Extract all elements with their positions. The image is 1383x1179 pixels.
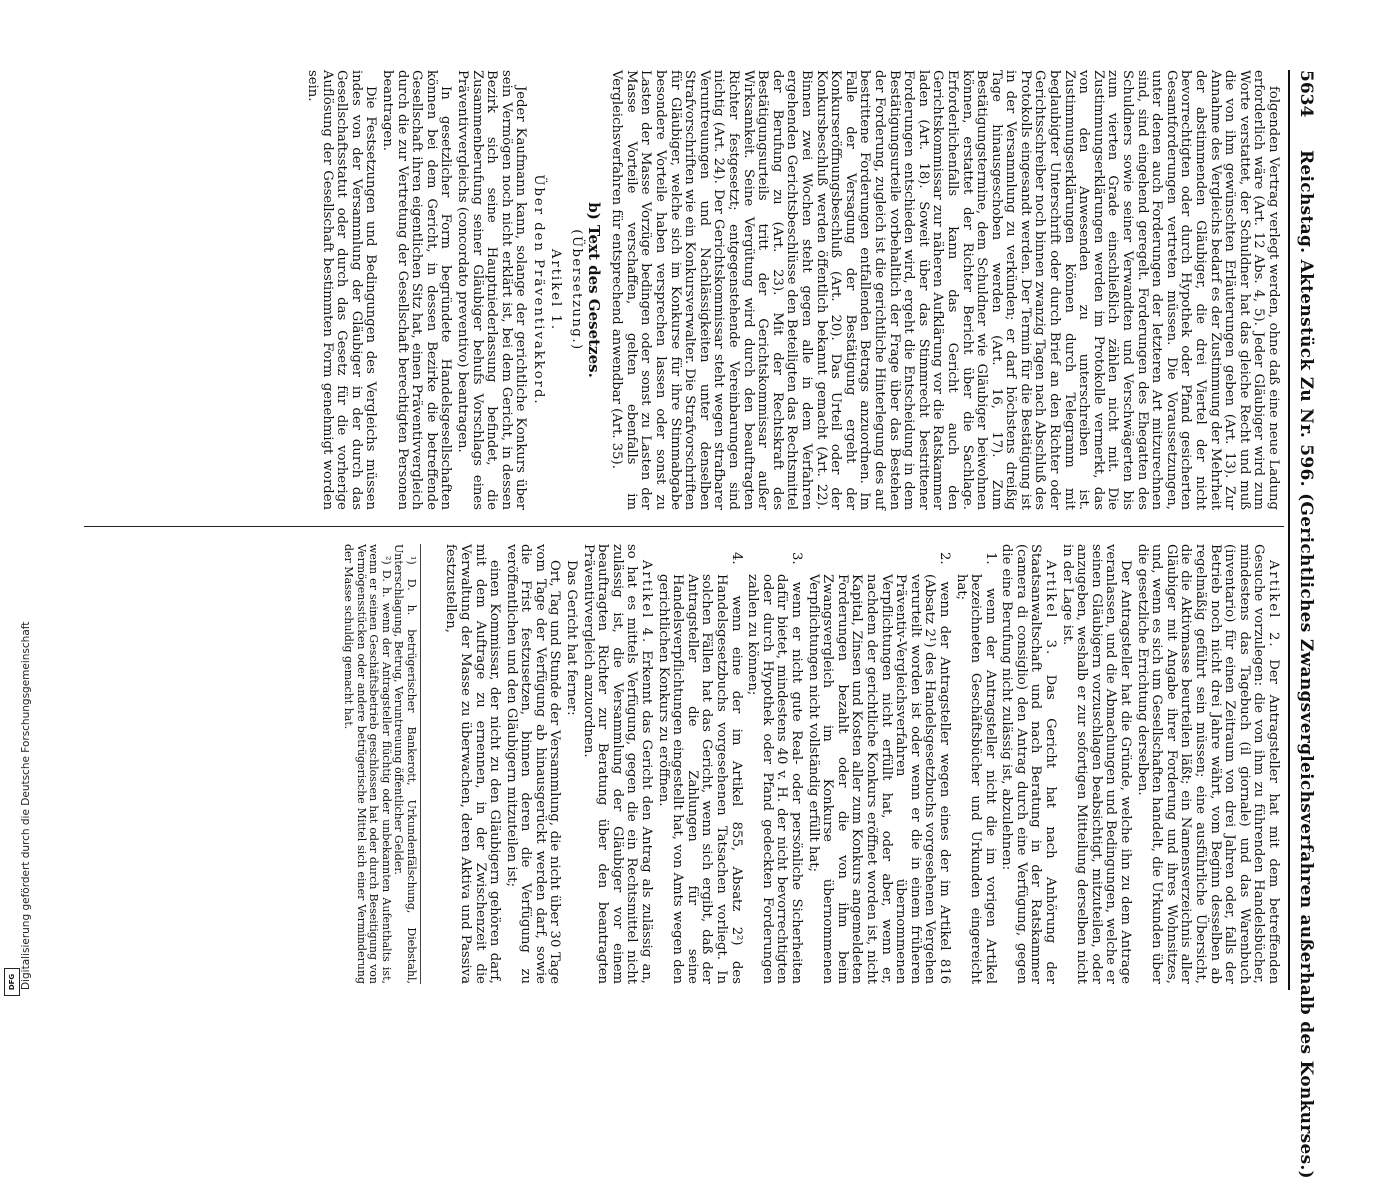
page-title: Reichstag. Aktenstück Zu Nr. 596. (Gerichtliches Zwangsvergleichsverfahren außerhalb des Konkurses.) bbox=[1296, 150, 1316, 1179]
rotated-page bbox=[80, 70, 1320, 1179]
list-number: 4. bbox=[728, 552, 744, 565]
running-head bbox=[1288, 70, 1320, 1179]
left-column bbox=[302, 70, 1280, 510]
list-item bbox=[953, 544, 997, 984]
paragraph: In gesetzlicher Form begründete Handelsgesellschaften können bei dem Gericht, in dessen Bezirke die betreffende Gesellschaft ihren eigentlichen Sitz hat, einen Präventivvergleich durch die zur Vertretung der Gesellschaft berechtigten Personen beantragen. bbox=[379, 70, 454, 510]
paragraph: einen Kommissar, der nicht zu den Gläubigern gehören darf, mit dem Auftrage zu ernennen, in der Zwischenzeit die Verwaltung der Masse zu überwachen, deren Aktiva und Passiva festzustellen, bbox=[443, 544, 503, 984]
list-text: wenn der Antragsteller wegen eines der im Artikel 816 (Absatz 2¹) des Handelsgesetzbuchs vorgesehenen Vergehen verurteilt worden ist oder wenn er die in einem früheren Präventiv-Vergleichsverfahren übernommenen Verpflichtungen nicht erfüllt hat, oder aber, wenn er, nachdem der gerichtliche Konkurs eröffnet worden ist, nicht Kapital, Zinsen und Kosten aller zum Konkurs angemeldeten Forderungen bezahlt oder die von ihm beim Zwangsvergleich im Konkurse übernommenen Verpflichtungen nicht vollständig erfüllt hat; bbox=[805, 574, 952, 984]
paragraph: Jeder Kaufmann kann, solange der gerichtliche Konkurs über sein Vermögen noch nicht erklärt ist, bei dem Gericht, in dessen Bezirk sich seine Hauptniederlassung befindet, die Zusammenberufung seiner Gläubiger behufs Vorschlags eines Präventivvergleichs (concordato preventivo) beantragen. bbox=[454, 70, 529, 510]
footnote: ²) D. h. wenn der Antragsteller flüchtig oder unbekannten Aufenthalts ist, wenn er seinen Geschäftsbetrieb geschlossen hat oder durch Beseitigung von Vermögensstücken oder andere betrügerische Mittel sich einer Verminderung der Masse schuldig gemacht hat. bbox=[342, 544, 393, 984]
article-text: Das Gericht hat nach Anhörung der Staatsanwaltschaft und nach Beratung in der Ratskammer (camera di consiglio) den Antrag durch eine Verfügung, gegen die eine Berufung nicht zulässig ist, abzulehnen: bbox=[999, 544, 1059, 984]
section-subheading: (Übersetzung.) bbox=[569, 229, 585, 351]
dfg-logo bbox=[4, 968, 20, 996]
article-subtitle: Über den Präventivakkord. bbox=[530, 174, 546, 406]
article-title: Artikel 4. bbox=[639, 560, 655, 645]
list-item bbox=[655, 544, 743, 984]
list-text: wenn er nicht gute Real- oder persönliche Sicherheiten dafür bietet, mindestens 40 v. H. der nicht bevorrechtigten oder durch Hypothek oder Pfand gedeckten Forderungen zahlen zu können; bbox=[745, 574, 804, 984]
list-number: 3. bbox=[789, 552, 804, 565]
paragraph: Die Festsetzungen und Bedingungen des Vergleichs müssen indes von der Versammlung der Gläubiger in der durch das Gesellschaftsstatut oder durch das Gesetz für die vorherige Auflösung der Gesellschaft bestimmten Form genehmigt worden sein. bbox=[305, 70, 379, 510]
list-number: 1. bbox=[982, 552, 998, 565]
paragraph: Der Antragsteller hat die Gründe, welche ihn zu dem Antrage veranlassen, und die Abmachungen und Bedingungen, welche er seinen Gläubigern vorzuschlagen beabsichtigt, mitzuteilen, oder anzugeben, weshalb er zur sofortigen Mitteilung derselben nicht in der Lage ist. bbox=[1059, 544, 1134, 984]
article-paragraph bbox=[999, 544, 1057, 984]
digitization-credit: Digitalisierung gefördert durch die Deutsche Forschungsgemeinschaft bbox=[20, 621, 32, 990]
article-title: Artikel 2. bbox=[1266, 560, 1281, 649]
paragraph: folgenden Vertrag verlegt werden, ohne daß eine neue Ladung erforderlich wäre (Art. 12 Abs. 4, 5). Jeder Gläubiger wird zum Worte verstattet, der Schuldner hat das gleiche Recht und muß die von ihm gewünschten Erläuterungen geben (Art. 13). Zur Annahme des Vergleichs bedarf es der Zustimmung der Mehrheit der abstimmenden Gläubiger, die drei Viertel der nicht bevorrechtigten oder durch Hypothek oder Pfand gesicherten Gesamtforderungen vertreten müssen. Die Voraussetzungen, unter denen auch Forderungen der letzteren Art mitzurechnen sind, sind eingehend geregelt. Forderungen des Ehegatten des Schuldners sowie seiner Verwandten und Verschwägerten bis zum vierten Grade einschließlich zählen nicht mit. Die Zustimmungserklärungen werden im Protokolle vermerkt, das von den Anwesenden zu unterschreiben ist. Zustimmungserklärungen können durch Telegramm mit beglaubigter Unterschrift oder durch Brief an den Richter oder Gerichtsschreiber noch binnen zwanzig Tagen nach Abschluß des Protokolls eingesandt werden. Der Termin für die Bestätigung ist in der Versammlung zu verkünden; er darf höchstens dreißig Tage hinausgeschoben werden (Art. 16, 17). Zum Bestätigungstermine, dem Schuldner wie Gläubiger beiwohnen können, erstattet der Richter Bericht über die Sachlage. Erforderlichenfalls kann das Gericht auch den Gerichtskommissar zur näheren Aufklärung vor die Ratskammer laden (Art. 18). Soweit über das Stimmrecht bestrittener Forderungen entschieden wird, ergeht die Entscheidung in dem Bestätigungsurteile vorbehaltlich der Frage über das Bestehen der Forderung, zugleich ist die gerichtliche Hinterlegung des auf bestrittene Forderungen entfallenden Betrags anzuordnen. Im Falle der Versagung der Bestätigung ergeht der Konkurseröffnungsbeschluß (Art. 20). Das Urteil oder der Konkursbeschluß werden öffentlich bekannt gemacht (Art. 22). Binnen zwei Wochen steht gegen alle in dem Verfahren ergehenden Gerichtsbeschlüsse den Beteiligten das Rechtsmittel der Berufung zu (Art. 23). Mit der Rechtskraft des Bestätigungsurteils tritt der Gerichtskommissar außer Wirksamkeit. Seine Vergütung wird durch den beauftragten Richter festgesetzt; entgegenstehende Vereinbarungen sind nichtig (Art. 24). Der Gerichtskommissar steht wegen strafbarer Veruntreuungen und Nachlässigkeiten unter denselben Strafvorschriften wie ein Konkursverwalter. Die Strafvorschriften für Gläubiger, welche sich im Konkurse für ihre Stimmabgabe besondere Vorteile haben versprechen lassen oder sonst zu Lasten der Masse Vorzüge bedingen oder sonst zu Lasten der Masse Vorteile verschaffen, gelten ebenfalls im Vergleichsverfahren für entsprechend anwendbar (Art. 35). bbox=[609, 70, 1281, 510]
dfg-logo-text: DFG bbox=[8, 973, 16, 991]
right-column bbox=[342, 544, 1280, 984]
paragraph: Ort, Tag und Stunde der Versammlung, die nicht über 30 Tage vom Tage der Verfügung ab hinausgerückt werden darf, sowie die Frist festzusetzen, binnen deren die Verfügung zu veröffentlichen und den Gläubigern mitzuteilen ist; bbox=[503, 544, 563, 984]
list-number: 2. bbox=[936, 552, 952, 565]
article-title: Artikel 1. bbox=[548, 248, 564, 332]
article-paragraph bbox=[580, 544, 653, 984]
footnote: ¹) D. h. betrügerischer Bankerott, Urkundenfälschung, Diebstahl, Unterschlagung, Betrug, Veruntreuung öffentlicher Gelder. bbox=[392, 544, 418, 984]
list-text: wenn eine der im Artikel 855, Absatz 2²) des Handelsgesetzbuchs vorgesehenen Tatsachen vorliegt. In solchen Fällen hat das Gericht, wenn sich ergibt, daß der Antragsteller die Zahlungen für seine Handelsverpflichtungen eingestellt hat, von Amts wegen den gerichtlichen Konkurs zu eröffnen. bbox=[655, 574, 744, 984]
column-divider bbox=[84, 526, 1284, 527]
article-text: Erkennt das Gericht den Antrag als zulässig an, so hat es mittels Verfügung, gegen die ein Rechtsmittel nicht zulässig ist, die Versammlung der Gläubiger vor einem beauftragten Richter zur Beratung über den beantragten Präventivvergleich anzuordnen. bbox=[580, 544, 655, 984]
section-heading: b) Text des Gesetzes. bbox=[584, 202, 603, 378]
article-text: Der Antragsteller hat mit dem betreffenden Gesuche vorzulegen: die von ihm zu führenden Handelsbücher, mindestens das Tagebuch (il giornale) und das Warenbuch (inventario) für einen Zeitraum von drei Jahren oder, falls der Betrieb noch nicht drei Jahre währt, vom Beginn desselben ab regelmäßig geführt sein müssen; eine ausführliche Übersicht, die die Aktivmasse beurteilen läßt; ein Namensverzeichnis aller Gläubiger mit Angabe ihrer Forderung und ihres Wohnsitzes, und, wenn es sich um Gesellschaften handelt, die Urkunden über die gesetzliche Errichtung derselben. bbox=[1134, 544, 1281, 984]
list-item bbox=[805, 544, 951, 984]
article-title: Artikel 3. bbox=[1043, 560, 1059, 657]
page-number: 5634 bbox=[1296, 70, 1316, 118]
list-item bbox=[745, 544, 803, 984]
paragraph: Das Gericht hat ferner: bbox=[564, 560, 580, 716]
footnotes bbox=[342, 544, 421, 984]
article-paragraph bbox=[1134, 544, 1280, 984]
list-text: wenn der Antragsteller nicht die im vorigen Artikel bezeichneten Geschäftsbücher und Urkunden eingereicht hat; bbox=[953, 574, 998, 984]
numbered-list bbox=[655, 544, 997, 984]
